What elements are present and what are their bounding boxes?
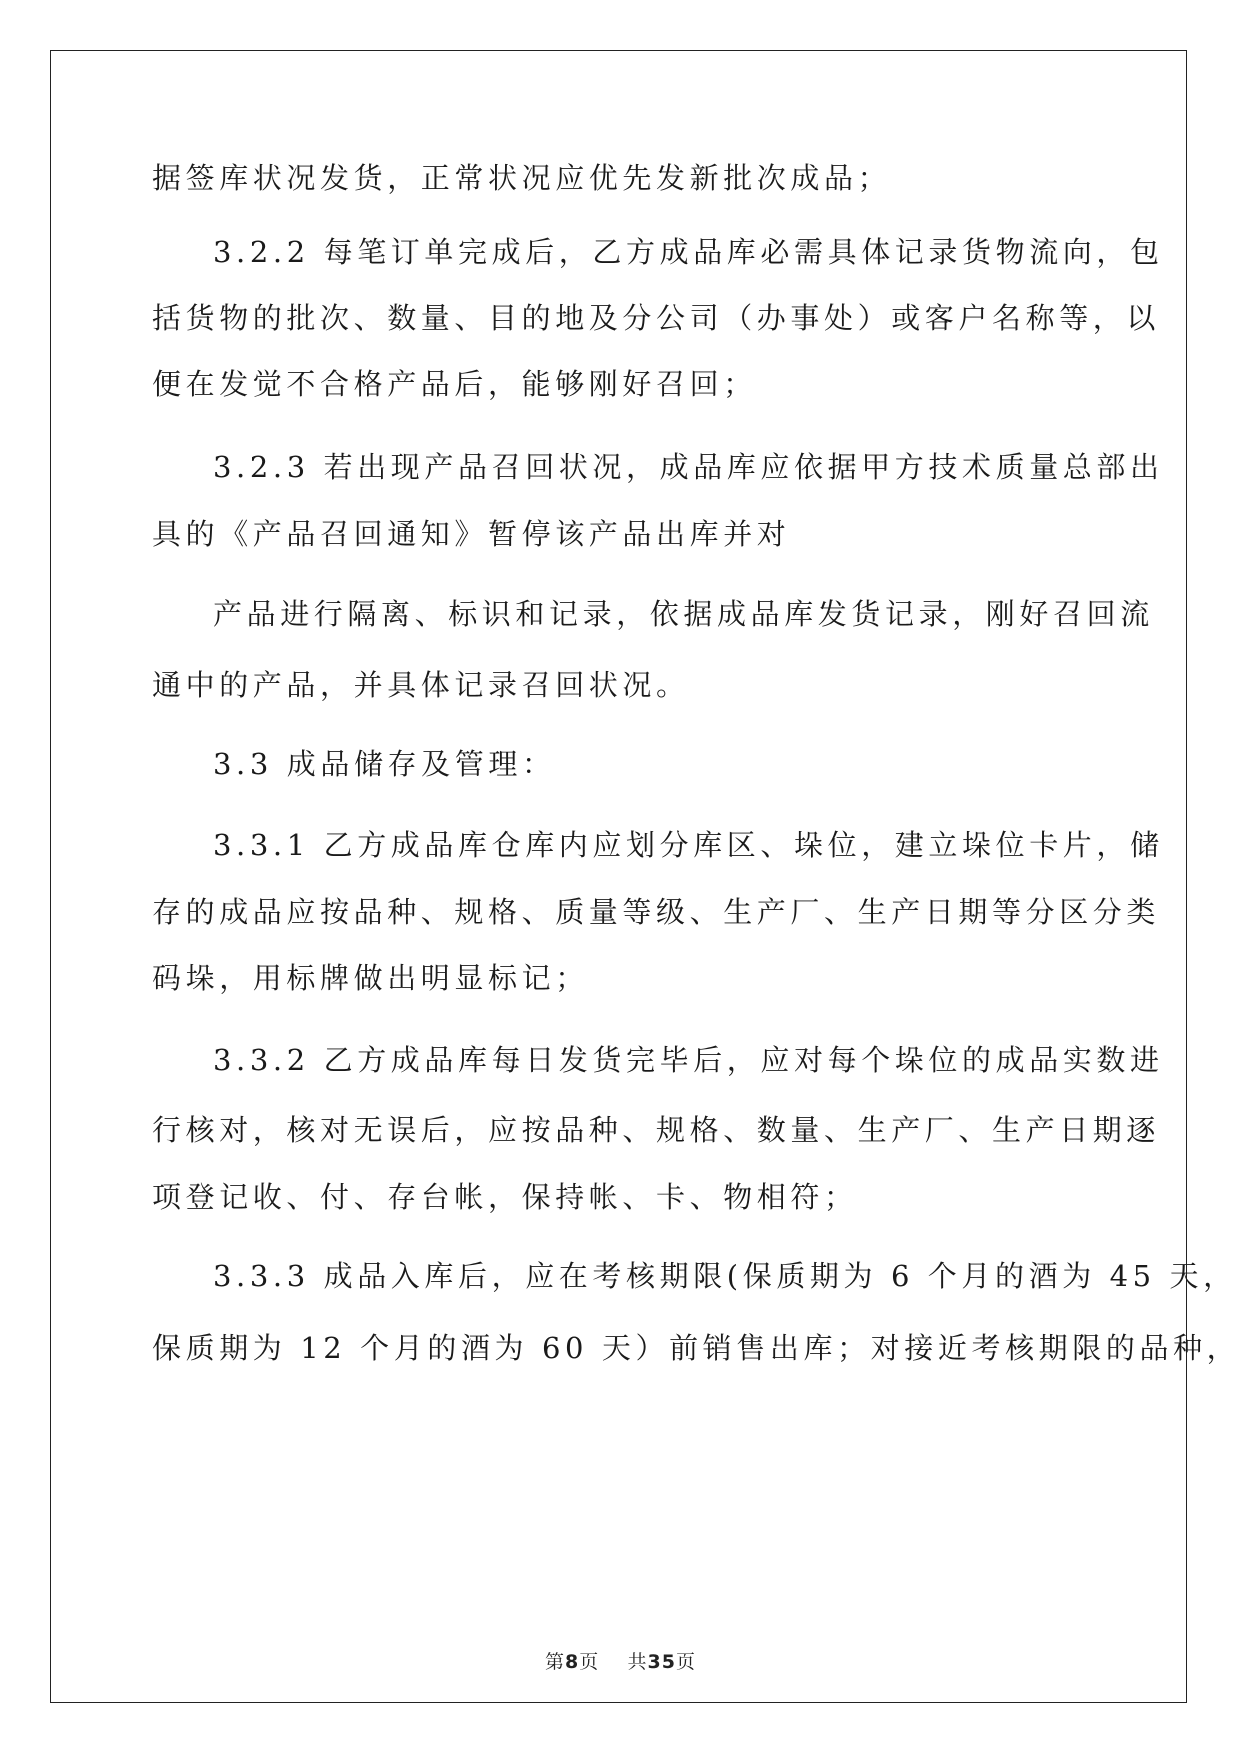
total-pages: 35 — [647, 1651, 676, 1673]
total-suffix: 页 — [675, 1651, 696, 1673]
text-line: 3.3.3 成品入库后，应在考核期限(保质期为 6 个月的酒为 45 天， — [213, 1259, 1237, 1293]
text-line: 3.2.3 若出现产品召回状况，成品库应依据甲方技术质量总部出 — [213, 450, 1164, 484]
text-line: 便在发觉不合格产品后，能够刚好召回； — [152, 367, 757, 401]
text-line: 具的《产品召回通知》暂停该产品出库并对 — [152, 517, 791, 551]
text-line: 3.3 成品储存及管理： — [213, 747, 556, 781]
text-line: 3.2.2 每笔订单完成后，乙方成品库必需具体记录货物流向，包 — [213, 235, 1164, 269]
text-line: 码垛，用标牌做出明显标记； — [152, 961, 589, 995]
page-prefix: 第 — [545, 1651, 566, 1673]
page-footer — [0, 1647, 1241, 1674]
text-line: 保质期为 12 个月的酒为 60 天）前销售出库；对接近考核期限的品种， — [152, 1331, 1241, 1365]
text-line: 行核对，核对无误后，应按品种、规格、数量、生产厂、生产日期逐 — [152, 1113, 1161, 1147]
text-line: 3.3.1 乙方成品库仓库内应划分库区、垛位，建立垛位卡片，储 — [213, 828, 1164, 862]
text-line: 通中的产品，并具体记录召回状况。 — [152, 668, 690, 702]
text-line: 据签库状况发货，正常状况应优先发新批次成品； — [152, 161, 892, 195]
text-line: 产品进行隔离、标识和记录，依据成品库发货记录，刚好召回流 — [213, 597, 1154, 631]
text-line: 存的成品应按品种、规格、质量等级、生产厂、生产日期等分区分类 — [152, 895, 1161, 929]
page-suffix: 页 — [579, 1651, 600, 1673]
text-line: 3.3.2 乙方成品库每日发货完毕后，应对每个垛位的成品实数进 — [213, 1043, 1164, 1077]
total-prefix: 共 — [627, 1651, 648, 1673]
text-line: 括货物的批次、数量、目的地及分公司（办事处）或客户名称等，以 — [152, 301, 1161, 335]
text-line: 项登记收、付、存台帐，保持帐、卡、物相符； — [152, 1180, 858, 1214]
page-number: 8 — [565, 1651, 580, 1673]
